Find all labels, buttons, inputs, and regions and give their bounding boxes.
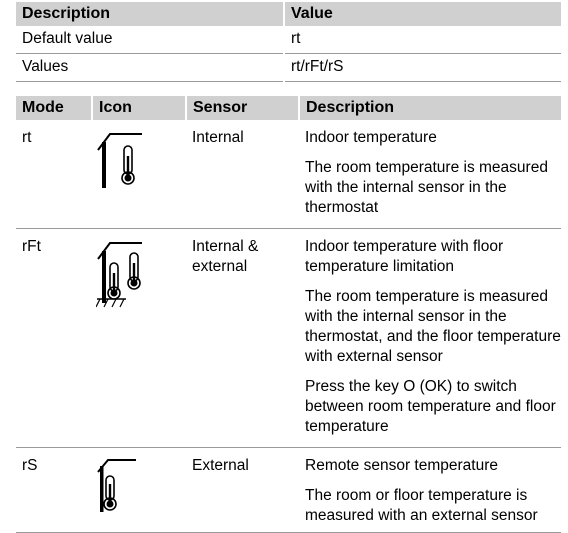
table-row <box>16 448 561 533</box>
mode-cell: rt <box>16 120 92 229</box>
default-value: rt <box>284 26 561 54</box>
header-mode: Mode <box>16 96 92 120</box>
thermostat-internal-external-floor-sensor-icon <box>96 237 156 309</box>
values-value: rt/rFt/rS <box>284 54 561 82</box>
settings-value-table <box>16 2 561 82</box>
description-text: Press the key O (OK) to switch between room temperature and floor temperature <box>305 378 556 435</box>
table-row <box>16 120 561 229</box>
mode-cell: rFt <box>16 229 92 448</box>
description-text: The room temperature is measured with the internal sensor in the thermostat <box>305 159 548 216</box>
sensor-cell: External <box>186 448 299 533</box>
description-text: The room or floor temperature is measured with an external sensor <box>305 487 538 524</box>
header-icon: Icon <box>92 96 186 120</box>
header-sensor: Sensor <box>186 96 299 120</box>
table-row <box>16 54 561 82</box>
header-description: Description <box>16 2 284 26</box>
description-text: The room temperature is measured with the internal sensor in the thermostat, and the floor temperature with external sensor <box>305 288 561 365</box>
mode-cell: rS <box>16 448 92 533</box>
header-description: Description <box>299 96 561 120</box>
sensor-cell: Internal & external <box>186 229 299 448</box>
description-text: Indoor temperature with floor temperature limitation <box>305 238 504 275</box>
default-value-label: Default value <box>16 26 284 54</box>
sensor-cell: Internal <box>186 120 299 229</box>
thermostat-external-sensor-icon <box>96 456 156 514</box>
mode-table <box>16 96 561 533</box>
table-row <box>16 26 561 54</box>
table-header-row <box>16 2 561 26</box>
description-text: Remote sensor temperature <box>305 457 498 474</box>
values-label: Values <box>16 54 284 82</box>
table-header-row <box>16 96 561 120</box>
table-row <box>16 229 561 448</box>
thermostat-internal-sensor-icon <box>96 128 156 190</box>
description-text: Indoor temperature <box>305 129 437 146</box>
header-value: Value <box>284 2 561 26</box>
